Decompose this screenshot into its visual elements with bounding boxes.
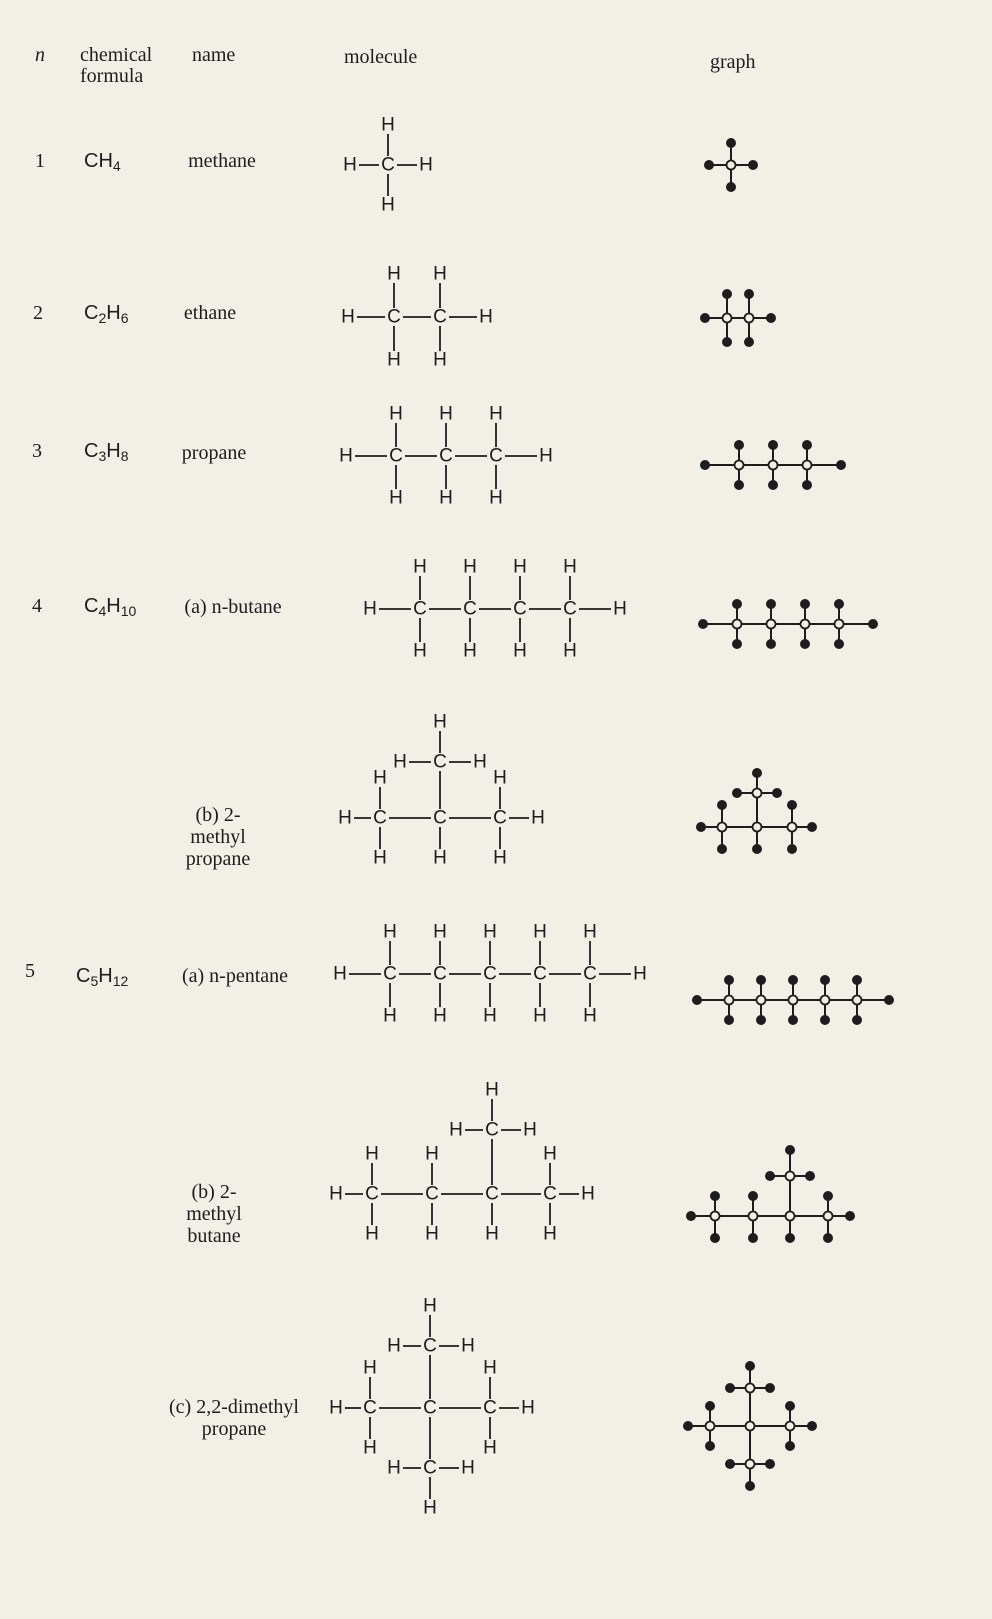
carbon-atom: C <box>563 598 577 620</box>
graph-ethane <box>700 289 776 347</box>
hydrogen-vertex <box>785 1441 795 1451</box>
carbon-vertex <box>786 1422 795 1431</box>
hydrogen-atom: H <box>463 556 477 578</box>
hydrogen-vertex <box>734 480 744 490</box>
carbon-atom: C <box>389 445 403 467</box>
hydrogen-vertex <box>765 1459 775 1469</box>
hydrogen-vertex <box>785 1233 795 1243</box>
hydrogen-atom: H <box>373 847 387 869</box>
hydrogen-vertex <box>800 599 810 609</box>
hydrogen-atom: H <box>389 403 403 425</box>
hydrogen-atom: H <box>381 194 395 216</box>
row-4a-name: (a) n-butane <box>184 596 282 618</box>
header-graph: graph <box>710 51 756 73</box>
hydrogen-vertex <box>868 619 878 629</box>
hydrogen-vertex <box>787 800 797 810</box>
hydrogen-vertex <box>785 1401 795 1411</box>
hydrogen-atom: H <box>341 306 355 328</box>
hydrogen-atom: H <box>365 1143 379 1165</box>
hydrogen-vertex <box>756 975 766 985</box>
carbon-atom: C <box>381 154 395 176</box>
hydrogen-atom: H <box>433 1005 447 1027</box>
hydrogen-vertex <box>772 788 782 798</box>
hydrogen-vertex <box>800 639 810 649</box>
hydrogen-atom: H <box>333 963 347 985</box>
hydrogen-atom: H <box>461 1335 475 1357</box>
graph-2-methyl-propane <box>696 768 817 854</box>
hydrogen-vertex <box>834 599 844 609</box>
hydrogen-atom: H <box>461 1457 475 1479</box>
row-4-n: 4 <box>32 595 42 617</box>
header-formula-line1: chemical <box>80 44 153 66</box>
hydrogen-vertex <box>766 599 776 609</box>
carbon-atom: C <box>413 598 427 620</box>
carbon-vertex <box>824 1212 833 1221</box>
hydrogen-atom: H <box>338 807 352 829</box>
carbon-vertex <box>725 996 734 1005</box>
hydrogen-atom: H <box>339 445 353 467</box>
hydrogen-atom: H <box>581 1183 595 1205</box>
row-3-formula: $C_3H_8$ <box>84 440 129 464</box>
carbon-atom: C <box>363 1397 377 1419</box>
hydrogen-vertex <box>732 639 742 649</box>
row-5c-name: (c) 2,2-dimethyl propane <box>169 1396 299 1440</box>
hydrogen-atom: H <box>485 1223 499 1245</box>
hydrogen-atom: H <box>613 598 627 620</box>
carbon-vertex <box>821 996 830 1005</box>
hydrogen-vertex <box>726 182 736 192</box>
hydrogen-atom: H <box>485 1079 499 1101</box>
carbon-vertex <box>789 996 798 1005</box>
hydrogen-atom: H <box>363 1357 377 1379</box>
row-5b-name: (b) 2-methyl butane <box>186 1181 242 1247</box>
hydrogen-atom: H <box>543 1143 557 1165</box>
carbon-atom: C <box>513 598 527 620</box>
hydrogen-vertex <box>686 1211 696 1221</box>
hydrogen-atom: H <box>329 1183 343 1205</box>
hydrogen-atom: H <box>387 349 401 371</box>
carbon-atom: C <box>543 1183 557 1205</box>
carbon-atom: C <box>439 445 453 467</box>
carbon-atom: C <box>433 963 447 985</box>
hydrogen-atom: H <box>463 640 477 662</box>
hydrogen-atom: H <box>423 1497 437 1519</box>
carbon-atom: C <box>423 1397 437 1419</box>
hydrogen-vertex <box>820 975 830 985</box>
hydrogen-atom: H <box>483 1005 497 1027</box>
graph-2-2-dimethyl-propane <box>683 1361 817 1491</box>
row-1-n: 1 <box>35 150 45 172</box>
carbon-vertex <box>733 620 742 629</box>
carbon-vertex <box>786 1212 795 1221</box>
hydrogen-vertex <box>698 619 708 629</box>
hydrogen-vertex <box>766 313 776 323</box>
carbon-vertex <box>746 1422 755 1431</box>
hydrogen-atom: H <box>493 847 507 869</box>
hydrogen-atom: H <box>483 1357 497 1379</box>
carbon-atom: C <box>387 306 401 328</box>
hydrogen-vertex <box>756 1015 766 1025</box>
carbon-atom: C <box>493 807 507 829</box>
hydrogen-atom: H <box>543 1223 557 1245</box>
hydrogen-vertex <box>692 995 702 1005</box>
hydrogen-vertex <box>785 1145 795 1155</box>
carbon-atom: C <box>433 807 447 829</box>
hydrogen-vertex <box>752 844 762 854</box>
carbon-vertex <box>803 461 812 470</box>
hydrogen-atom: H <box>439 403 453 425</box>
hydrogen-atom: H <box>425 1143 439 1165</box>
row-3-name: propane <box>181 442 247 464</box>
hydrogen-atom: H <box>493 767 507 789</box>
hydrogen-atom: H <box>419 154 433 176</box>
hydrogen-atom: H <box>533 1005 547 1027</box>
carbon-atom: C <box>423 1335 437 1357</box>
hydrogen-atom: H <box>449 1119 463 1141</box>
hydrogen-atom: H <box>383 921 397 943</box>
row-5-n: 5 <box>25 960 35 982</box>
hydrogen-vertex <box>834 639 844 649</box>
carbon-atom: C <box>485 1183 499 1205</box>
row-1-formula: $CH_4$ <box>84 150 121 174</box>
carbon-vertex <box>711 1212 720 1221</box>
carbon-vertex <box>727 161 736 170</box>
hydrogen-vertex <box>845 1211 855 1221</box>
hydrogen-atom: H <box>363 598 377 620</box>
header-name: name <box>192 44 236 66</box>
hydrogen-vertex <box>836 460 846 470</box>
hydrogen-vertex <box>788 1015 798 1025</box>
carbon-vertex <box>767 620 776 629</box>
hydrogen-vertex <box>710 1191 720 1201</box>
graph-n-butane <box>698 599 878 649</box>
hydrogen-vertex <box>752 768 762 778</box>
carbon-vertex <box>706 1422 715 1431</box>
carbon-vertex <box>735 461 744 470</box>
hydrogen-atom: H <box>433 921 447 943</box>
row-2-formula: $C_2H_6$ <box>84 302 129 326</box>
hydrogen-vertex <box>748 160 758 170</box>
header-molecule: molecule <box>344 46 418 68</box>
hydrogen-atom: H <box>425 1223 439 1245</box>
hydrogen-atom: H <box>373 767 387 789</box>
hydrogen-atom: H <box>539 445 553 467</box>
hydrogen-atom: H <box>387 1335 401 1357</box>
hydrogen-atom: H <box>479 306 493 328</box>
hydrogen-vertex <box>765 1383 775 1393</box>
row-3-n: 3 <box>32 440 42 462</box>
hydrogen-atom: H <box>423 1295 437 1317</box>
hydrogen-atom: H <box>513 640 527 662</box>
hydrogen-vertex <box>724 975 734 985</box>
carbon-atom: C <box>423 1457 437 1479</box>
hydrogen-atom: H <box>433 847 447 869</box>
carbon-atom: C <box>365 1183 379 1205</box>
carbon-atom: C <box>533 963 547 985</box>
hydrogen-atom: H <box>363 1437 377 1459</box>
row-5a-name: (a) n-pentane <box>181 965 289 987</box>
hydrogen-vertex <box>748 1191 758 1201</box>
carbon-atom: C <box>383 963 397 985</box>
carbon-atom: C <box>485 1119 499 1141</box>
hydrogen-atom: H <box>393 751 407 773</box>
hydrogen-atom: H <box>531 807 545 829</box>
carbon-vertex <box>769 461 778 470</box>
hydrogen-atom: H <box>483 1437 497 1459</box>
hydrogen-atom: H <box>633 963 647 985</box>
hydrogen-vertex <box>734 440 744 450</box>
carbon-vertex <box>801 620 810 629</box>
carbon-vertex <box>723 314 732 323</box>
hydrogen-vertex <box>768 480 778 490</box>
carbon-atom: C <box>583 963 597 985</box>
carbon-vertex <box>745 314 754 323</box>
hydrogen-atom: H <box>583 921 597 943</box>
hydrogen-atom: H <box>473 751 487 773</box>
hydrogen-vertex <box>726 138 736 148</box>
hydrogen-atom: H <box>483 921 497 943</box>
carbon-vertex <box>718 823 727 832</box>
hydrogen-vertex <box>732 599 742 609</box>
hydrogen-vertex <box>788 975 798 985</box>
hydrogen-atom: H <box>563 640 577 662</box>
row-2-n: 2 <box>33 302 43 324</box>
hydrogen-vertex <box>704 160 714 170</box>
carbon-vertex <box>786 1172 795 1181</box>
hydrogen-atom: H <box>381 114 395 136</box>
hydrogen-vertex <box>766 639 776 649</box>
hydrogen-vertex <box>852 975 862 985</box>
carbon-vertex <box>757 996 766 1005</box>
hydrogen-vertex <box>884 995 894 1005</box>
hydrogen-vertex <box>807 1421 817 1431</box>
hydrogen-vertex <box>768 440 778 450</box>
hydrogen-vertex <box>823 1233 833 1243</box>
graph-propane <box>700 440 846 490</box>
hydrogen-vertex <box>722 289 732 299</box>
hydrogen-vertex <box>744 289 754 299</box>
hydrogen-vertex <box>802 480 812 490</box>
carbon-atom: C <box>433 306 447 328</box>
hydrogen-vertex <box>705 1441 715 1451</box>
hydrogen-vertex <box>717 844 727 854</box>
hydrogen-vertex <box>823 1191 833 1201</box>
carbon-atom: C <box>463 598 477 620</box>
hydrogen-atom: H <box>433 349 447 371</box>
carbon-vertex <box>746 1384 755 1393</box>
carbon-atom: C <box>433 751 447 773</box>
carbon-vertex <box>753 823 762 832</box>
hydrogen-vertex <box>732 788 742 798</box>
hydrogen-vertex <box>705 1401 715 1411</box>
hydrogen-vertex <box>700 460 710 470</box>
carbon-atom: C <box>425 1183 439 1205</box>
hydrogen-atom: H <box>489 403 503 425</box>
hydrogen-vertex <box>748 1233 758 1243</box>
hydrogen-atom: H <box>433 711 447 733</box>
hydrogen-atom: H <box>523 1119 537 1141</box>
header-formula-line2: formula <box>80 65 144 87</box>
carbon-atom: C <box>483 963 497 985</box>
row-2-name: ethane <box>183 302 237 324</box>
hydrogen-vertex <box>725 1383 735 1393</box>
hydrogen-atom: H <box>389 487 403 509</box>
hydrogen-atom: H <box>365 1223 379 1245</box>
hydrogen-vertex <box>744 337 754 347</box>
hydrogen-atom: H <box>413 556 427 578</box>
hydrogen-vertex <box>717 800 727 810</box>
hydrogen-vertex <box>724 1015 734 1025</box>
hydrogen-vertex <box>745 1481 755 1491</box>
hydrogen-vertex <box>802 440 812 450</box>
hydrogen-vertex <box>787 844 797 854</box>
hydrogen-vertex <box>700 313 710 323</box>
hydrogen-atom: H <box>513 556 527 578</box>
hydrogen-atom: H <box>383 1005 397 1027</box>
hydrogen-atom: H <box>439 487 453 509</box>
graph-methane <box>704 138 758 192</box>
carbon-vertex <box>835 620 844 629</box>
hydrogen-atom: H <box>387 263 401 285</box>
hydrogen-vertex <box>722 337 732 347</box>
hydrogen-atom: H <box>533 921 547 943</box>
hydrogen-atom: H <box>329 1397 343 1419</box>
carbon-vertex <box>788 823 797 832</box>
hydrogen-vertex <box>805 1171 815 1181</box>
hydrogen-vertex <box>765 1171 775 1181</box>
row-1-name: methane <box>188 150 256 172</box>
hydrogen-atom: H <box>387 1457 401 1479</box>
carbon-vertex <box>749 1212 758 1221</box>
hydrogen-atom: H <box>433 263 447 285</box>
hydrogen-vertex <box>852 1015 862 1025</box>
graph-n-pentane <box>692 975 894 1025</box>
hydrogen-vertex <box>725 1459 735 1469</box>
hydrogen-vertex <box>683 1421 693 1431</box>
hydrogen-atom: H <box>343 154 357 176</box>
carbon-atom: C <box>489 445 503 467</box>
hydrogen-vertex <box>807 822 817 832</box>
carbon-vertex <box>746 1460 755 1469</box>
header-n: n <box>35 44 45 66</box>
row-5-formula: $C_5H_{12}$ <box>76 965 129 989</box>
graph-2-methyl-butane <box>686 1145 855 1243</box>
hydrogen-vertex <box>710 1233 720 1243</box>
hydrogen-vertex <box>745 1361 755 1371</box>
hydrogen-atom: H <box>413 640 427 662</box>
carbon-vertex <box>753 789 762 798</box>
hydrogen-atom: H <box>489 487 503 509</box>
carbon-vertex <box>853 996 862 1005</box>
row-4-formula: $C_4H_{10}$ <box>84 595 137 619</box>
hydrogen-atom: H <box>583 1005 597 1027</box>
hydrogen-vertex <box>696 822 706 832</box>
hydrogen-atom: H <box>563 556 577 578</box>
carbon-atom: C <box>373 807 387 829</box>
row-4b-name: (b) 2-methyl propane <box>185 804 251 870</box>
carbon-atom: C <box>483 1397 497 1419</box>
hydrogen-atom: H <box>521 1397 535 1419</box>
hydrogen-vertex <box>820 1015 830 1025</box>
